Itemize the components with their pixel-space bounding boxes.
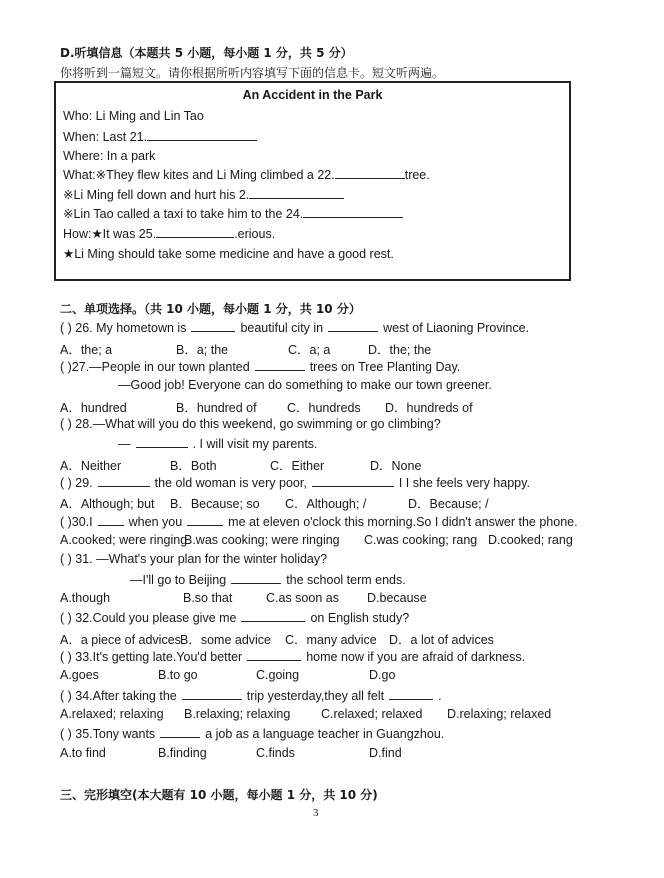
option-d[interactable]: D.cooked; rang	[488, 533, 573, 547]
option-c[interactable]: C．a; a	[288, 343, 331, 357]
question-line	[60, 514, 578, 529]
option-a[interactable]: A．the; a	[60, 343, 113, 357]
option-c[interactable]: C.was cooking; rang	[364, 533, 478, 547]
option-c[interactable]: C．Although; /	[285, 497, 367, 511]
answer-blank-25[interactable]	[156, 226, 234, 238]
card-who: Who: Li Ming and Lin Tao	[63, 109, 204, 123]
option-a[interactable]: A．Although; but	[60, 497, 155, 511]
option-c[interactable]: C.relaxed; relaxed	[321, 707, 423, 721]
option-d[interactable]: D.because	[367, 591, 427, 605]
question-text: ( )27.—People in our town planted	[60, 360, 250, 374]
answer-blank-22[interactable]	[335, 167, 405, 179]
answer-blank-23[interactable]	[249, 187, 344, 199]
question-line	[60, 359, 460, 374]
question-line	[118, 436, 318, 451]
option-a[interactable]: A．Neither	[60, 459, 122, 473]
option-b[interactable]: B．some advice	[180, 633, 272, 647]
answer-blank-24[interactable]	[303, 206, 403, 218]
answer-blank[interactable]	[389, 688, 433, 700]
option-c[interactable]: C.going	[256, 668, 300, 682]
option-c[interactable]: C.finds	[256, 746, 295, 760]
option-b[interactable]: B.was cooking; were ringing	[184, 533, 340, 547]
option-a[interactable]: A.relaxed; relaxing	[60, 707, 164, 721]
answer-blank[interactable]	[231, 572, 281, 584]
option-d[interactable]: D．the; the	[368, 343, 432, 357]
option-c[interactable]: C.as soon as	[266, 591, 339, 605]
question-text: —Good job! Everyone can do something to make our town greener.	[118, 378, 492, 392]
card-fell: ※Li Ming fell down and hurt his 2.	[63, 187, 344, 202]
answer-blank[interactable]	[182, 688, 242, 700]
card-medicine: ★Li Ming should take some medicine and have a good rest.	[63, 247, 394, 261]
question-text: when you	[128, 515, 183, 529]
answer-blank[interactable]	[328, 320, 378, 332]
option-d[interactable]: D.find	[369, 746, 402, 760]
option-b[interactable]: B.finding	[158, 746, 207, 760]
option-d[interactable]: D.relaxing; relaxed	[447, 707, 552, 721]
answer-blank[interactable]	[255, 359, 305, 371]
question-text: trip yesterday,they all felt	[246, 689, 385, 703]
question-text: ( ) 31. —What's your plan for the winter holiday?	[60, 552, 328, 566]
card-title: An Accident in the Park	[242, 88, 383, 102]
card-how: How:★It was 25. .erious.	[63, 227, 276, 241]
question-text: on English study?	[310, 611, 410, 625]
answer-blank-21[interactable]	[147, 129, 257, 141]
question-text: ( ) 35.Tony wants	[60, 727, 156, 741]
option-a[interactable]: A.to find	[60, 746, 106, 760]
question-text: ( ) 26. My hometown is	[60, 321, 187, 335]
answer-blank[interactable]	[98, 475, 150, 487]
question-line	[60, 688, 442, 703]
section-3-heading: 三、完形填空(本大题有 10 小题，每小题 1 分，共 10 分)	[60, 788, 378, 802]
option-c[interactable]: C．Either	[270, 459, 325, 473]
answer-blank[interactable]	[160, 726, 200, 738]
option-d[interactable]: D．Because; /	[408, 497, 489, 511]
option-b[interactable]: B．Both	[170, 459, 217, 473]
question-line	[118, 378, 492, 392]
answer-blank[interactable]	[247, 649, 301, 661]
option-b[interactable]: B.so that	[183, 591, 233, 605]
card-where: Where: In a park	[63, 149, 156, 163]
option-c[interactable]: C．hundreds	[287, 401, 361, 415]
question-text: home now if you are afraid of darkness.	[306, 650, 526, 664]
question-line	[60, 610, 409, 625]
question-text: ( ) 28.—What will you do this weekend, go swimming or go climbing?	[60, 417, 441, 431]
option-a[interactable]: A.cooked; were ringing	[60, 533, 188, 547]
section-d-instruction: 你将听到一篇短文。请你根据所听内容填写下面的信息卡。短文听两遍。	[60, 66, 445, 80]
answer-blank[interactable]	[312, 475, 394, 487]
question-text: ( ) 32.Could you please give me	[60, 611, 237, 625]
section-2-heading: 二、单项选择。（共 10 小题，每小题 1 分，共 10 分）	[60, 302, 361, 316]
card-what: What:※They flew kites and Li Ming climbed a 22. tree.	[63, 168, 430, 182]
question-text: —	[118, 437, 131, 451]
answer-blank[interactable]	[241, 610, 305, 622]
option-b[interactable]: B．hundred of	[176, 401, 257, 415]
question-text: a job as a language teacher in Guangzhou.	[205, 727, 445, 741]
question-text: trees on Tree Planting Day.	[309, 360, 461, 374]
option-a[interactable]: A．hundred	[60, 401, 127, 415]
answer-blank[interactable]	[187, 514, 223, 526]
card-taxi: ※Lin Tao called a taxi to take him to the 24.	[63, 206, 403, 221]
question-text: ( ) 29.	[60, 476, 93, 490]
option-a[interactable]: A．a piece of advices	[60, 633, 181, 647]
option-d[interactable]: D．hundreds of	[385, 401, 473, 415]
question-text: ( ) 33.It's getting late.You'd better	[60, 650, 243, 664]
question-line	[60, 726, 444, 741]
option-b[interactable]: B.to go	[158, 668, 198, 682]
answer-blank[interactable]	[136, 436, 188, 448]
question-text: the old woman is very poor,	[154, 476, 307, 490]
answer-blank[interactable]	[191, 320, 235, 332]
option-a[interactable]: A.though	[60, 591, 111, 605]
question-text: ( ) 34.After taking the	[60, 689, 177, 703]
question-text: beautiful city in	[240, 321, 324, 335]
question-line	[60, 552, 327, 566]
question-text: I I she feels very happy.	[398, 476, 530, 490]
answer-blank[interactable]	[98, 514, 124, 526]
page-number: 3	[313, 807, 319, 819]
card-when: When: Last 21.	[63, 129, 257, 144]
question-text: west of Liaoning Province.	[383, 321, 530, 335]
question-line	[60, 417, 441, 431]
option-b[interactable]: B.relaxing; relaxing	[184, 707, 291, 721]
option-c[interactable]: C．many advice	[285, 633, 377, 647]
option-d[interactable]: D．None	[370, 459, 422, 473]
section-d-heading: D.听填信息（本题共 5 小题，每小题 1 分，共 5 分）	[60, 46, 353, 60]
option-d[interactable]: D．a lot of advices	[389, 633, 494, 647]
question-line	[130, 572, 406, 587]
question-text: .	[438, 689, 442, 703]
question-line	[60, 320, 529, 335]
option-b[interactable]: B．Because; so	[170, 497, 260, 511]
question-line	[60, 475, 530, 490]
question-text: the school term ends.	[286, 573, 406, 587]
question-text: . I will visit my parents.	[192, 437, 318, 451]
option-b[interactable]: B．a; the	[176, 343, 229, 357]
question-text: ( )30.I	[60, 515, 93, 529]
option-d[interactable]: D.go	[369, 668, 396, 682]
option-a[interactable]: A.goes	[60, 668, 99, 682]
question-text: me at eleven o'clock this morning.So I didn't answer the phone.	[228, 515, 578, 529]
info-card	[54, 81, 571, 281]
question-line	[60, 649, 525, 664]
question-text: —I'll go to Beijing	[130, 573, 227, 587]
